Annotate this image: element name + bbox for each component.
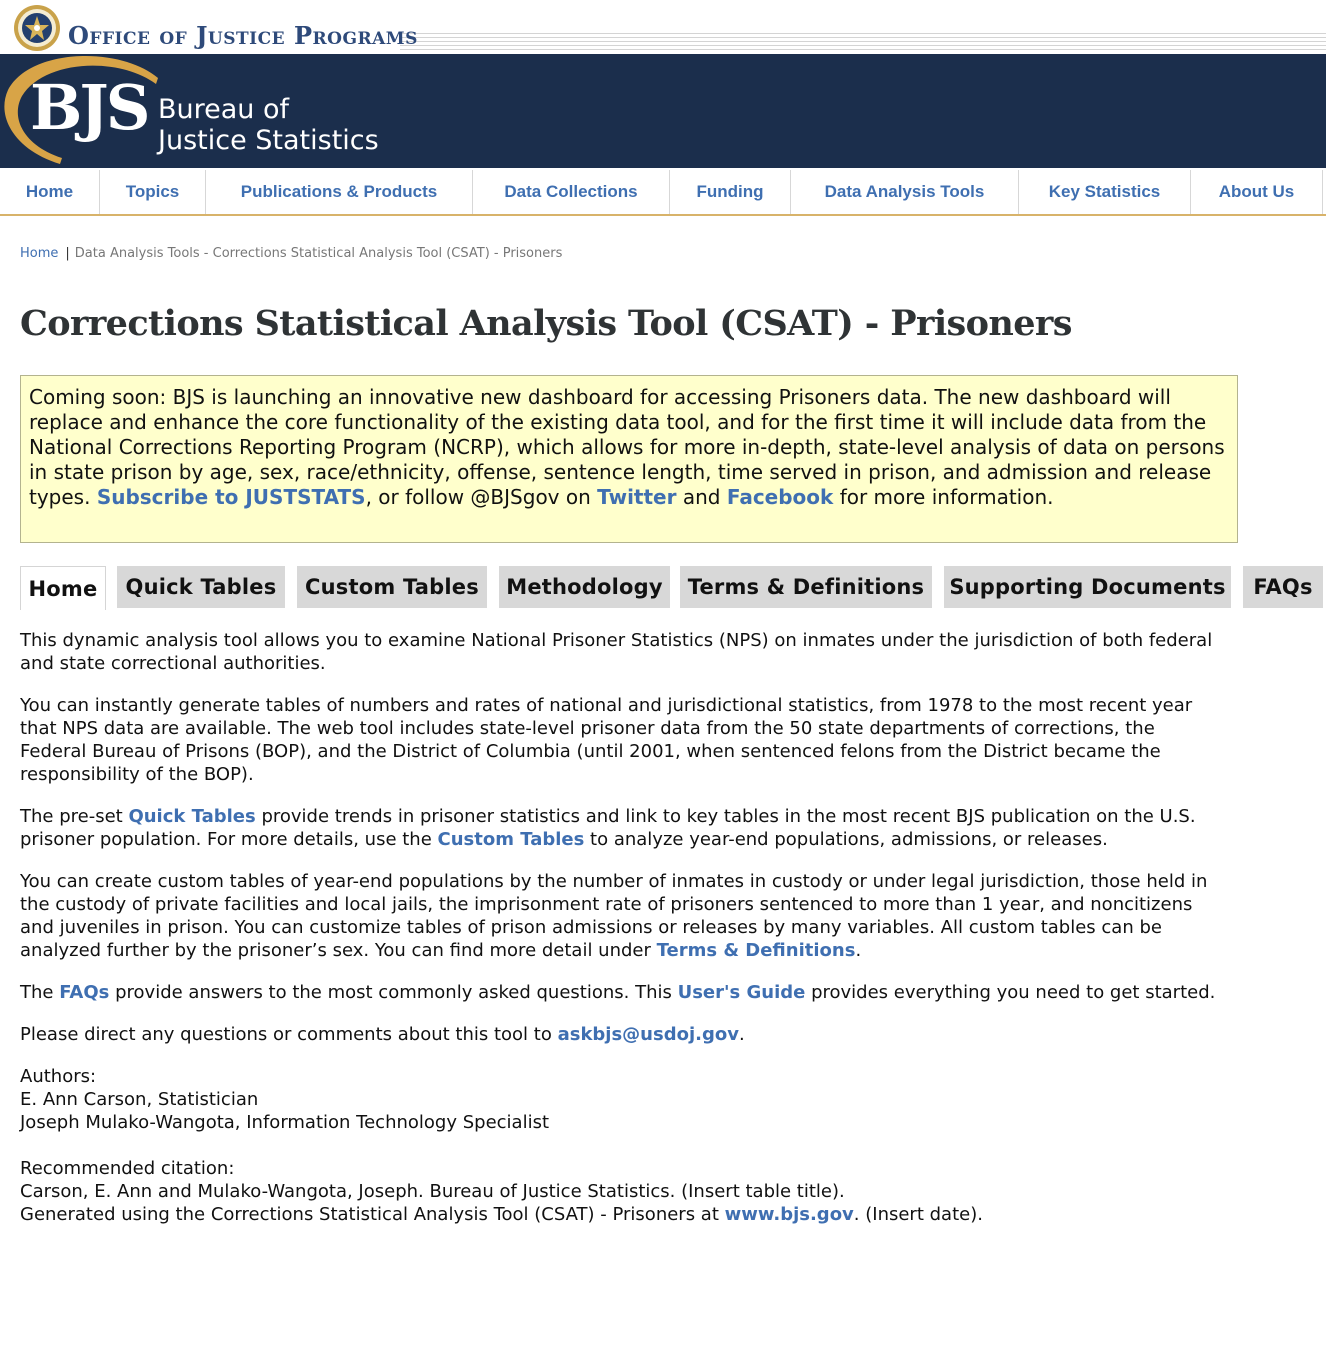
page-title: Corrections Statistical Analysis Tool (CSAT) - Prisoners [20, 303, 1072, 344]
tab-supporting-documents[interactable]: Supporting Documents [944, 566, 1231, 608]
breadcrumb [20, 246, 562, 262]
users-guide-link[interactable]: User's Guide [677, 982, 806, 1003]
intro-paragraph: This dynamic analysis tool allows you to examine National Prisoner Statistics (NPS) on inmates under the jurisdiction of both federal and state correctional authorities. [20, 630, 1213, 674]
nav-key-statistics[interactable]: Key Statistics [1019, 170, 1191, 214]
subscribe-juststats-link[interactable]: Subscribe to JUSTSTATS [96, 485, 366, 509]
breadcrumb-separator: | [65, 246, 70, 261]
citation-label: Recommended citation: [20, 1158, 235, 1179]
ojp-header [0, 0, 1326, 54]
authors-block [20, 1065, 1220, 1134]
notice-text: , or follow @BJSgov on [365, 485, 598, 509]
paragraph-text: . [738, 1024, 745, 1045]
paragraph-text: provides everything you need to get started. [805, 982, 1216, 1003]
citation-text: . (Insert date). [853, 1204, 983, 1225]
citation-text: Generated using the Corrections Statistical Analysis Tool (CSAT) - Prisoners at [20, 1204, 725, 1225]
author-name: Joseph Mulako-Wangota, Information Technology Specialist [20, 1112, 550, 1133]
quick-tables-link[interactable]: Quick Tables [128, 806, 256, 827]
main-nav [0, 170, 1326, 216]
nav-data-collections[interactable]: Data Collections [473, 170, 670, 214]
tab-faqs[interactable]: FAQs [1243, 566, 1323, 608]
notice-text: Coming soon: BJS is launching an innovative new dashboard for accessing Prisoners data. The new dashboard will replace and enhance the core functionality of the existing data tool, and for the first time it will include data from the National Corrections Reporting Program (NCRP), which allows for more in-depth, state-level analysis of data on persons in state prison by age, sex, race/ethnicity, offense, sentence length, time served in prison, and admission and release types. [29, 385, 1225, 509]
contact-paragraph [20, 1023, 1220, 1046]
doj-seal-icon[interactable] [13, 4, 61, 52]
ojp-title[interactable]: Office of Justice Programs [68, 21, 418, 50]
citation-line: Carson, E. Ann and Mulako-Wangota, Joseph. Bureau of Justice Statistics. (Insert table title). [20, 1181, 845, 1202]
tab-home[interactable]: Home [20, 566, 106, 610]
nav-topics[interactable]: Topics [100, 170, 206, 214]
coming-soon-notice [20, 375, 1238, 543]
authors-label: Authors: [20, 1066, 97, 1087]
paragraph-text: provide trends in prisoner statistics and link to key tables in the most recent BJS publication on the U.S. prisoner population. For more details, use the [20, 806, 1196, 850]
breadcrumb-current: Data Analysis Tools - Corrections Statistical Analysis Tool (CSAT) - Prisoners [74, 246, 563, 261]
quick-tables-paragraph [20, 805, 1220, 851]
csat-tabs [20, 566, 1326, 610]
bjs-website-link[interactable]: www.bjs.gov [724, 1204, 854, 1225]
askbjs-email-link[interactable]: askbjs@usdoj.gov [557, 1024, 739, 1045]
paragraph-text: provide answers to the most commonly asked questions. This [109, 982, 678, 1003]
nav-data-analysis-tools[interactable]: Data Analysis Tools [791, 170, 1019, 214]
bjs-logo-mark[interactable]: BJS [30, 71, 148, 144]
nav-funding[interactable]: Funding [670, 170, 791, 214]
notice-text: and [676, 485, 727, 509]
tab-custom-tables[interactable]: Custom Tables [297, 566, 487, 608]
faqs-paragraph [20, 981, 1220, 1004]
custom-tables-link[interactable]: Custom Tables [437, 829, 585, 850]
citation-block [20, 1157, 1220, 1226]
paragraph-text: You can create custom tables of year-end populations by the number of inmates in custody or under legal jurisdiction, those held in the custody of private facilities and local jails, the imprisonment rate of prisoners sentenced to more than 1 year, and noncitizens and juveniles in prison. You can customize tables of prison admissions or releases by many variables. All custom tables can be analyzed further by the prisoner’s sex. You can find more detail under [20, 871, 1208, 961]
faqs-link[interactable]: FAQs [59, 982, 110, 1003]
tab-terms-definitions[interactable]: Terms & Definitions [680, 566, 932, 608]
twitter-link[interactable]: Twitter [597, 485, 677, 509]
nav-about-us[interactable]: About Us [1191, 170, 1323, 214]
generate-tables-paragraph: You can instantly generate tables of numbers and rates of national and jurisdictional statistics, from 1978 to the most recent year that NPS data are available. The web tool includes state-level prisoner data from the 50 state departments of corrections, the Federal Bureau of Prisons (BOP), and the District of Columbia (until 2001, when sentenced felons from the District became the responsibility of the BOP). [20, 695, 1193, 785]
nav-home[interactable]: Home [0, 170, 100, 214]
tab-methodology[interactable]: Methodology [499, 566, 670, 608]
nav-publications-products[interactable]: Publications & Products [206, 170, 473, 214]
breadcrumb-home-link[interactable]: Home [20, 246, 59, 261]
terms-definitions-link[interactable]: Terms & Definitions [656, 940, 856, 961]
facebook-link[interactable]: Facebook [726, 485, 834, 509]
notice-text: for more information. [833, 485, 1054, 509]
bjs-banner [0, 54, 1326, 168]
author-name: E. Ann Carson, Statistician [20, 1089, 259, 1110]
bjs-name-line1: Bureau of [158, 94, 290, 125]
paragraph-text: . [855, 940, 862, 961]
citation-line [20, 1203, 1220, 1226]
home-tab-content [20, 629, 1220, 1226]
paragraph-text: Please direct any questions or comments about this tool to [20, 1024, 558, 1045]
paragraph-text: The pre-set [20, 806, 129, 827]
paragraph-text: to analyze year-end populations, admissions, or releases. [584, 829, 1108, 850]
bjs-name-line2: Justice Statistics [158, 125, 379, 156]
paragraph-text: The [20, 982, 60, 1003]
custom-tables-paragraph [20, 870, 1220, 962]
tab-quick-tables[interactable]: Quick Tables [117, 566, 285, 608]
bjs-name[interactable] [158, 94, 379, 156]
